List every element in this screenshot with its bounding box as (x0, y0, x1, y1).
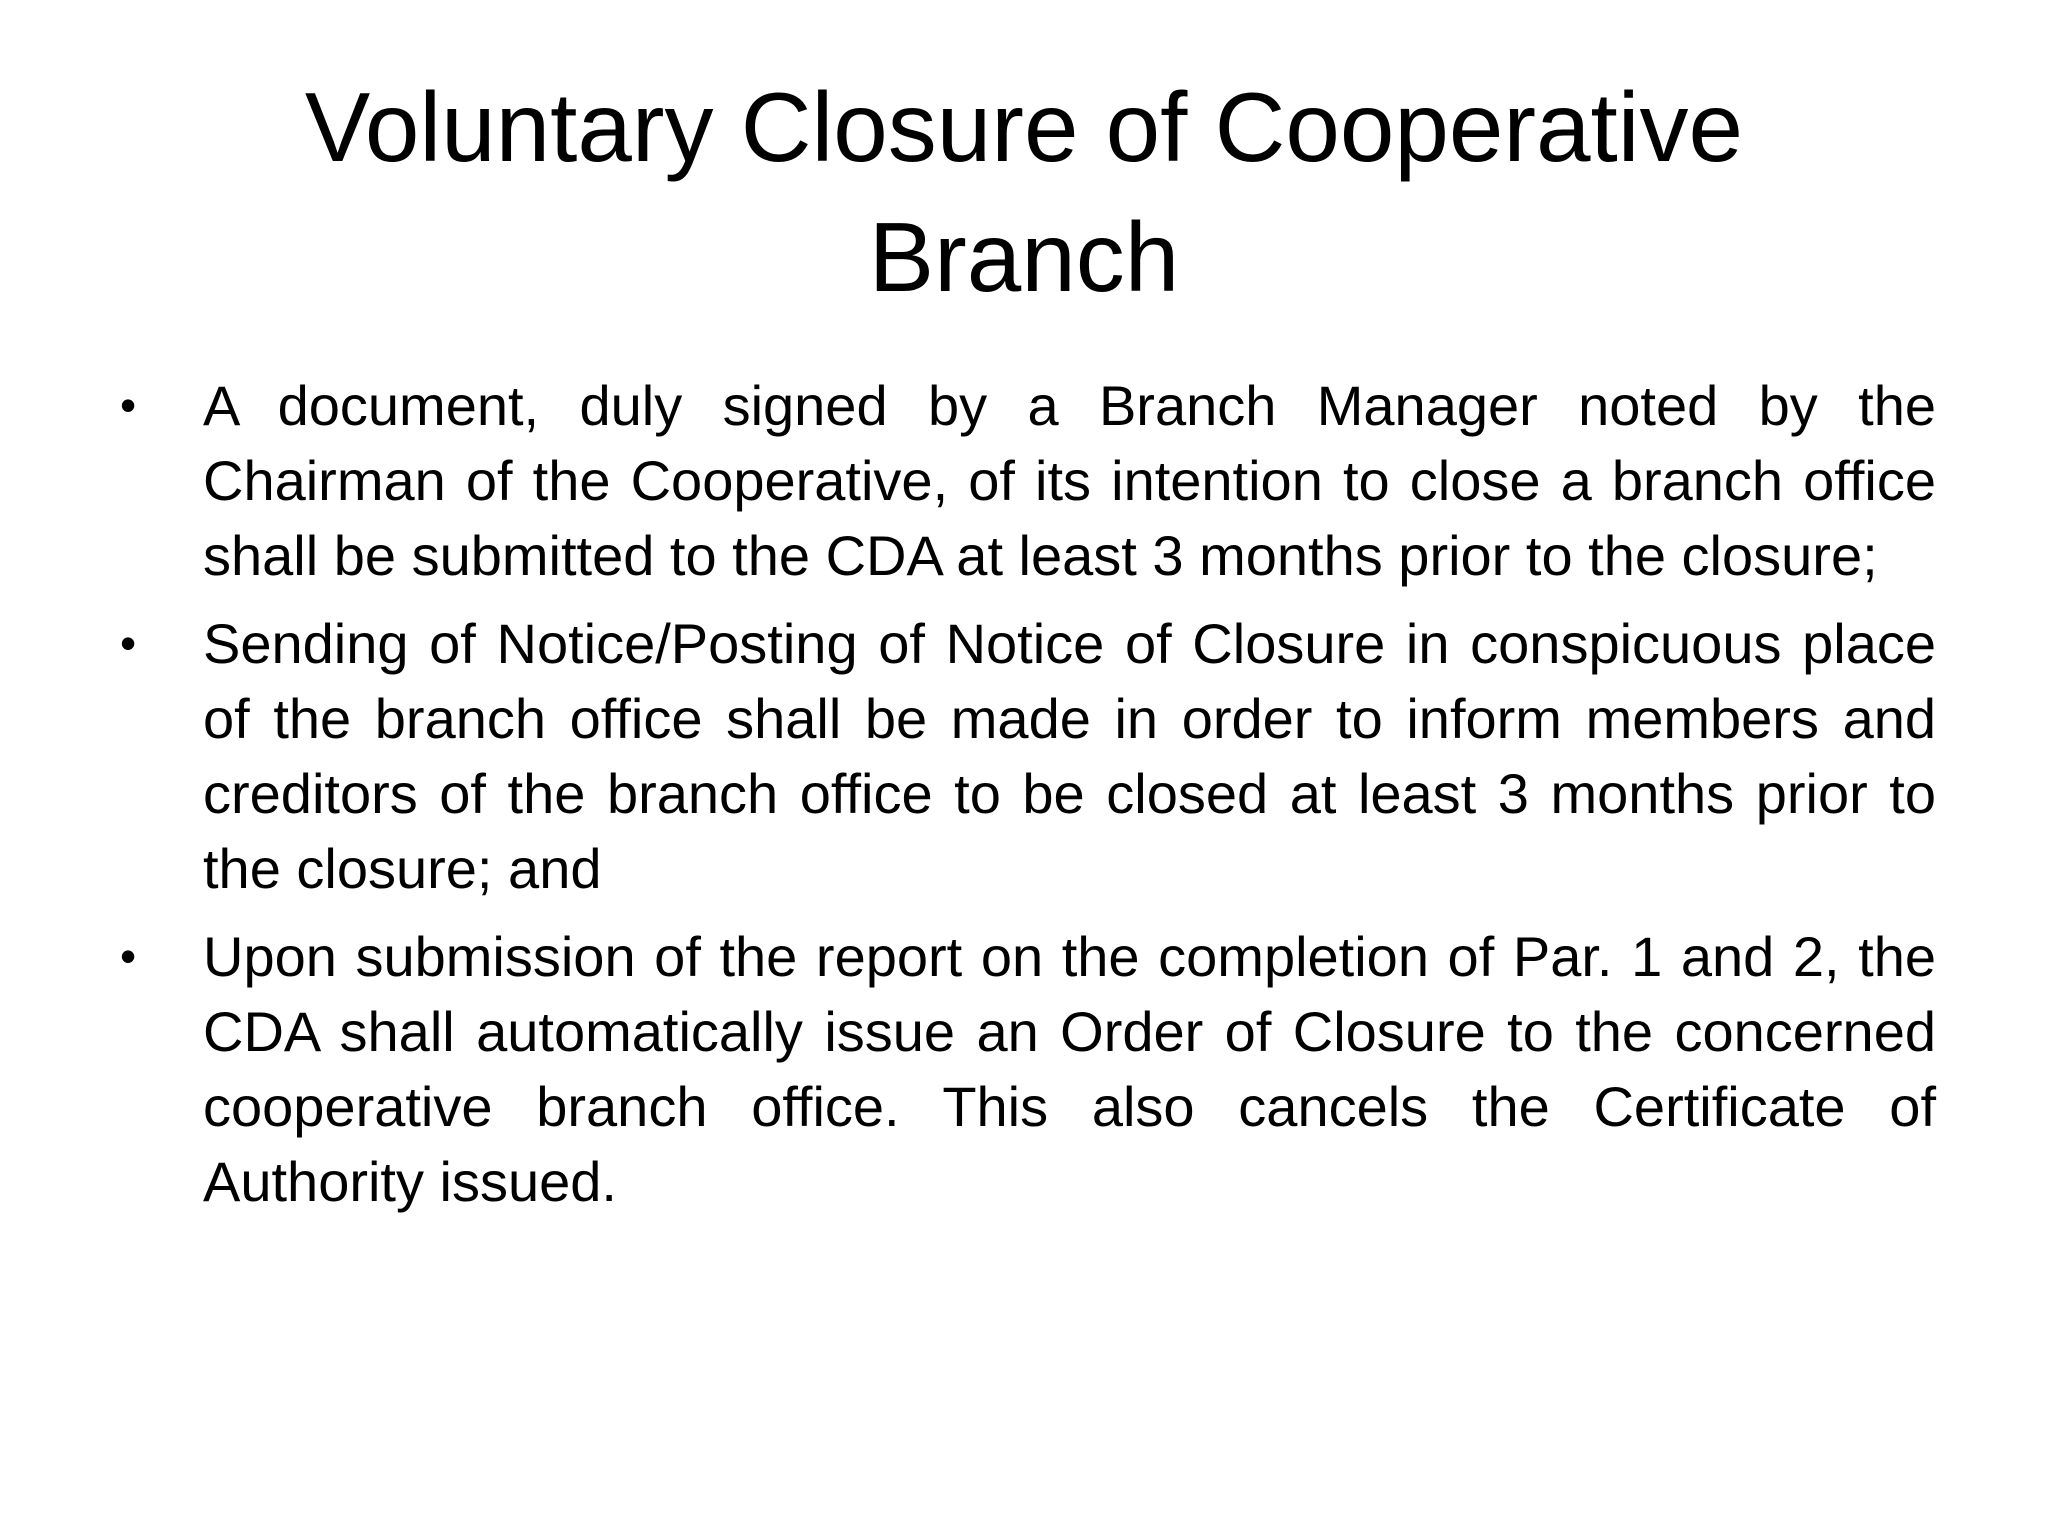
bullet-icon: • (120, 617, 137, 669)
bullet-list (118, 368, 1936, 1232)
bullet-item-2 (118, 606, 1936, 906)
bullet-item-1 (118, 368, 1936, 593)
slide-title: Voluntary Closure of Cooperative Branch (304, 72, 1744, 312)
bullet-icon: • (120, 379, 137, 431)
bullet-item-3 (118, 919, 1936, 1219)
bullet-icon: • (120, 930, 137, 982)
bullet-text-3: Upon submission of the report on the completion of Par. 1 and 2, the CDA shall automatically issue an Order of Closure to the concerned cooperative branch office. This also cancels the Certificate of Authority issued. (203, 925, 1936, 1213)
bullet-text-2: Sending of Notice/Posting of Notice of Closure in conspicuous place of the branch office shall be made in order to inform members and creditors of the branch office to be closed at least 3 months prior to the closure; and (203, 612, 1936, 900)
bullet-text-1: A document, duly signed by a Branch Manager noted by the Chairman of the Cooperative, of its intention to close a branch office shall be submitted to the CDA at least 3 months prior to the closure; (203, 374, 1936, 587)
